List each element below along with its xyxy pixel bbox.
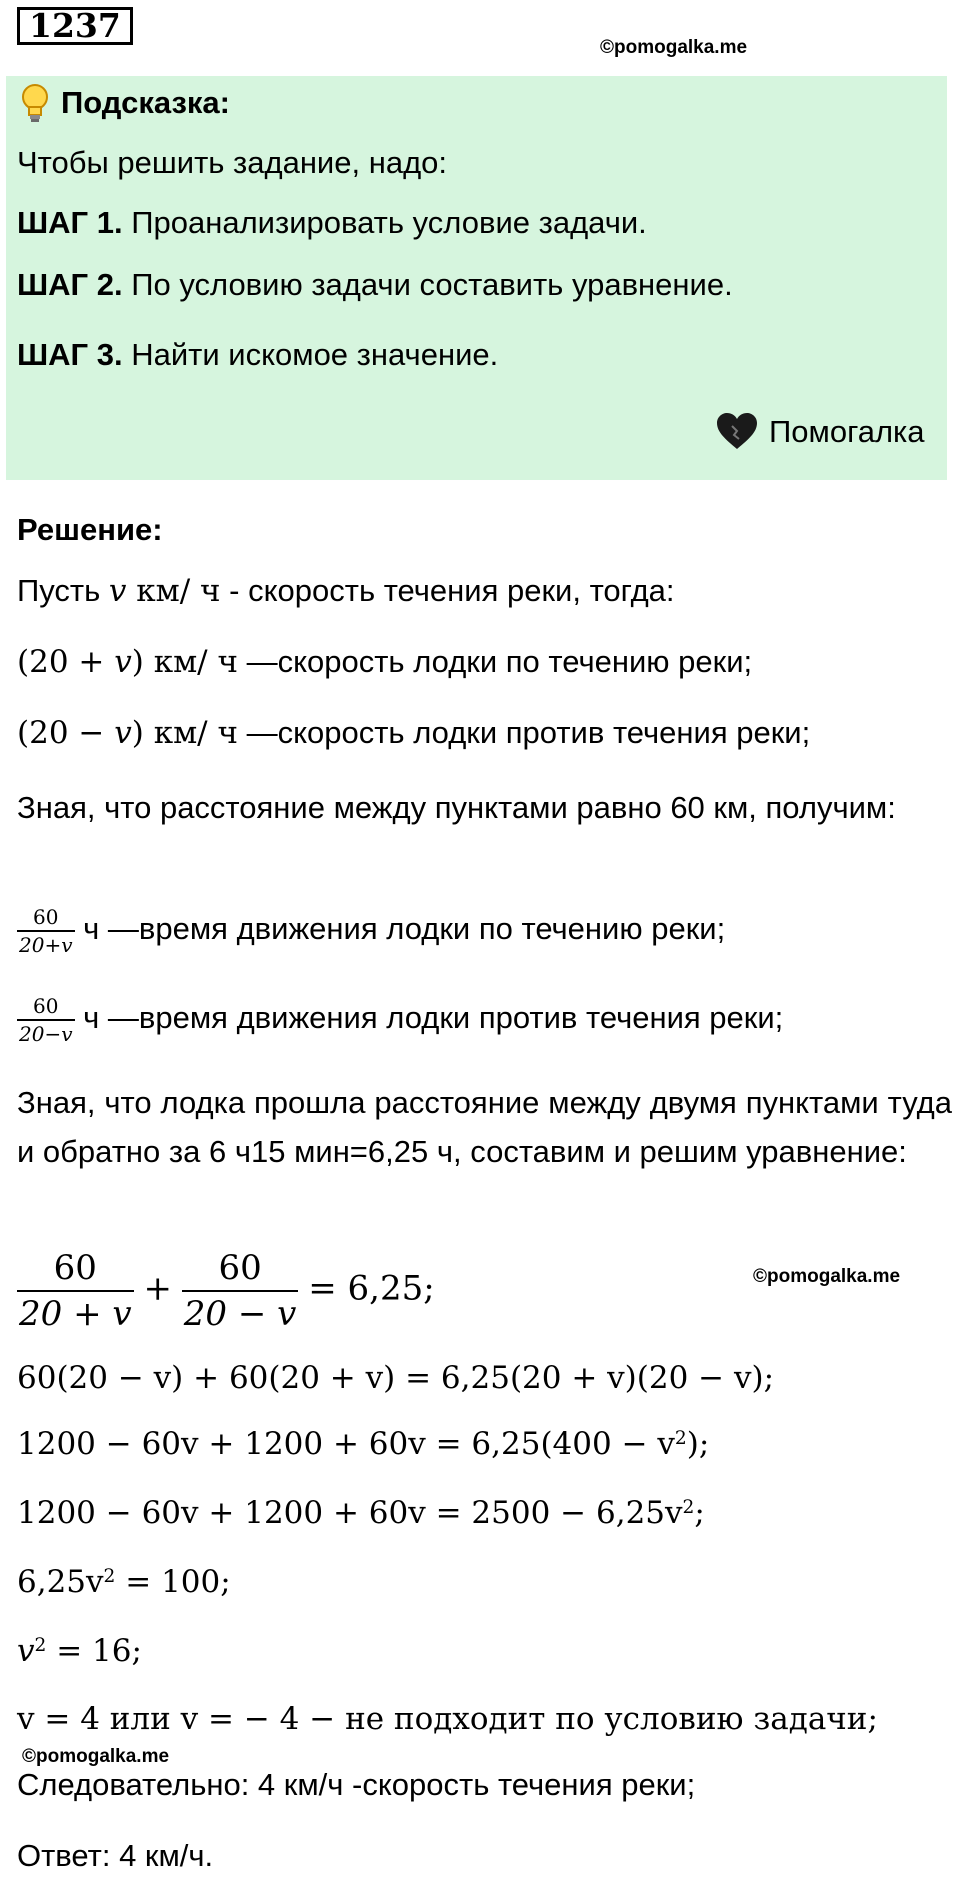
equation-7: v = 4 или v = − 4 − не подходит по условию задачи;	[17, 1701, 878, 1737]
hint-step-3	[17, 337, 498, 373]
paragraph-1: Зная, что расстояние между пунктами равно 60 км, получим:	[17, 790, 896, 825]
hint-box	[6, 76, 947, 480]
equation-rhs: = 6,25;	[308, 1268, 435, 1309]
step-text: Проанализировать условие задачи.	[131, 205, 647, 240]
expr: (20 +	[17, 644, 115, 680]
expr: 1200 − 60v + 1200 + 60v = 6,25(400 − v	[17, 1426, 675, 1462]
problem-number: 1237	[17, 7, 133, 45]
step-label: ШАГ 2.	[17, 267, 123, 302]
fraction	[17, 904, 75, 958]
text: —скорость лодки по течению реки;	[237, 644, 753, 679]
step-label: ШАГ 1.	[17, 205, 123, 240]
expr: ) км/ ч	[131, 715, 238, 751]
paragraph-2: Зная, что лодка прошла расстояние между двумя пунктами туда и обратно за 6 ч15 мин=6,25 ч, составим и решим уравнение:	[17, 1085, 952, 1169]
equation-5	[17, 1564, 231, 1600]
fraction-line-1	[17, 904, 725, 958]
var-v: v	[17, 1633, 35, 1669]
denominator: 20−v	[17, 1019, 75, 1047]
equation-1	[17, 1246, 435, 1336]
denominator: 20 − v	[182, 1290, 299, 1336]
brand-label: Помогалка	[769, 414, 925, 449]
equation-6	[17, 1633, 142, 1669]
answer: Ответ: 4 км/ч.	[17, 1838, 214, 1873]
watermark-bottom: ©pomogalka.me	[22, 1746, 170, 1767]
text: Пусть	[17, 573, 109, 608]
conclusion: Следовательно: 4 км/ч -скорость течения реки;	[17, 1767, 696, 1802]
plus-sign: +	[143, 1268, 172, 1309]
expr: = 100;	[115, 1564, 231, 1600]
expr: );	[686, 1426, 710, 1462]
hint-step-1	[17, 205, 647, 241]
var-v: v	[114, 644, 132, 680]
watermark-middle: ©pomogalka.me	[753, 1266, 901, 1287]
exponent: 2	[34, 1634, 47, 1656]
exponent: 2	[674, 1427, 687, 1449]
numerator: 60	[218, 1248, 262, 1288]
equation-4	[17, 1495, 705, 1531]
text: —скорость лодки против течения реки;	[237, 715, 811, 750]
unit: км/ ч	[126, 573, 221, 609]
equation-2: 60(20 − v) + 60(20 + v) = 6,25(20 + v)(20 − v);	[17, 1360, 775, 1396]
exponent: 2	[103, 1565, 116, 1587]
watermark-top: ©pomogalka.me	[600, 37, 748, 58]
expr: = 16;	[46, 1633, 142, 1669]
text: ч —время движения лодки по течению реки;	[83, 911, 726, 947]
denominator: 20 + v	[17, 1290, 134, 1336]
hint-step-2	[17, 267, 733, 303]
fraction	[17, 1246, 134, 1336]
lightbulb-icon	[18, 82, 52, 124]
fraction-line-2	[17, 993, 783, 1047]
var-v: v	[114, 715, 132, 751]
numerator: 60	[53, 1248, 97, 1288]
solution-title: Решение:	[17, 512, 163, 547]
text: - скорость течения реки, тогда:	[220, 573, 675, 608]
step-text: Найти искомое значение.	[131, 337, 499, 372]
numerator: 60	[33, 905, 59, 929]
step-text: По условию задачи составить уравнение.	[131, 267, 733, 302]
var-v: v	[108, 573, 127, 609]
numerator: 60	[33, 994, 59, 1018]
expr: ) км/ ч	[131, 644, 238, 680]
solution-line-1	[17, 573, 675, 609]
step-label: ШАГ 3.	[17, 337, 123, 372]
expr: 6,25v	[17, 1564, 104, 1600]
hint-title: Подсказка:	[61, 85, 230, 120]
exponent: 2	[682, 1496, 695, 1518]
solution-line-3	[17, 715, 810, 751]
denominator: 20+v	[17, 930, 75, 958]
heart-icon	[715, 411, 759, 451]
expr: ;	[694, 1495, 705, 1531]
expr: 1200 − 60v + 1200 + 60v = 2500 − 6,25v	[17, 1495, 683, 1531]
solution-line-2	[17, 644, 752, 680]
hint-intro: Чтобы решить задание, надо:	[17, 145, 448, 180]
text: ч —время движения лодки против течения реки;	[83, 1000, 784, 1036]
expr: (20 −	[17, 715, 115, 751]
equation-3	[17, 1426, 709, 1462]
fraction	[182, 1246, 299, 1336]
fraction	[17, 993, 75, 1047]
